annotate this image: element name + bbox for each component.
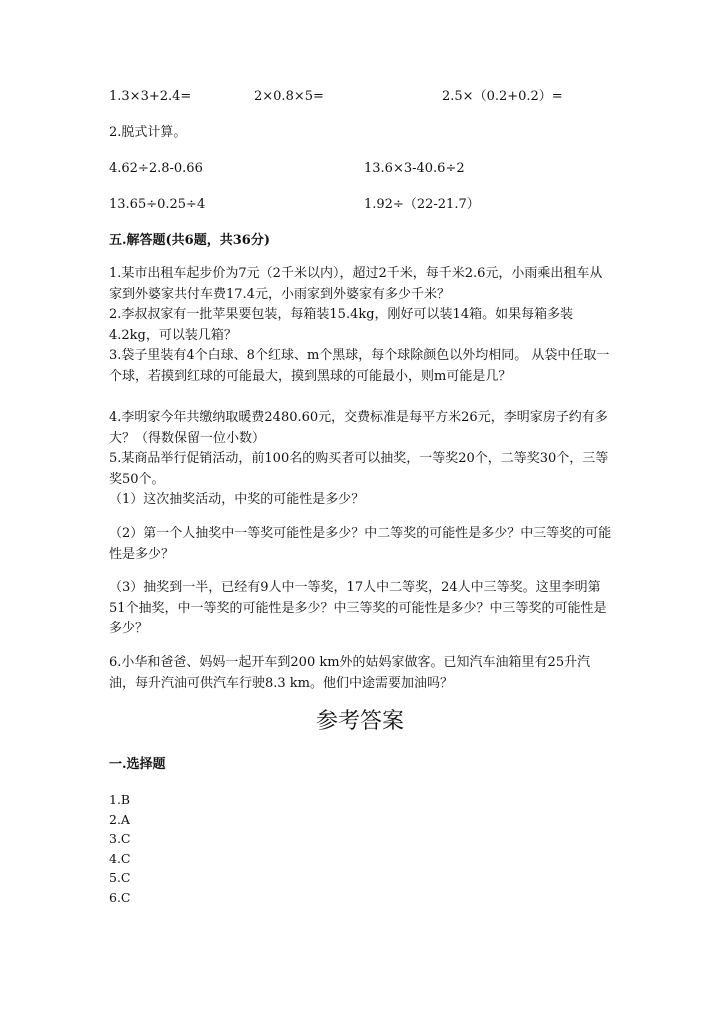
tuoshi-item-2: 13.6×3-40.6÷2 [364, 161, 465, 176]
section5-title: 五.解答题(共6题，共36分) [109, 233, 270, 248]
answers-title: 参考答案 [315, 709, 404, 734]
problem-6: 6.小华和爸爸、妈妈一起开车到200 km外的姑妈家做客。已知汽车油箱里有25升汽油，每升汽油可供汽车行驶8.3 km。他们中途需要加油吗？ [109, 655, 591, 691]
problem-3: 3.袋子里装有4个白球、8个红球、m个黑球，每个球除颜色以外均相同。 从袋中任取一个球，若摸到红球的可能最大，摸到黑球的可能最小，则m可能是几？ [109, 348, 610, 384]
answer-item: 6.C [109, 889, 131, 905]
answer-item: 1.B [109, 792, 131, 807]
answer-item: 4.C [109, 850, 131, 866]
problem-5-question-3: （3）抽奖到一半，已经有9人中一等奖，17人中二等奖，24人中三等奖。这里李明第51个抽奖，中一等奖的可能性是多少？中三等奖的可能性是多少？中三等奖的可能性是多少？ [109, 580, 607, 636]
problem-5-question-1: （1）这次抽奖活动，中奖的可能性是多少？ [109, 492, 365, 507]
problem-1: 1.某市出租车起步价为7元（2千米以内），超过2千米，每千米2.6元，小雨乘出租车从家到外婆家共付车费17.4元，小雨家到外婆家有多少千米？ [109, 266, 603, 302]
answer-item: 3.C [109, 831, 131, 846]
problem-5: 5.某商品举行促销活动，前100名的购买者可以抽奖，一等奖20个，二等奖30个，三等奖50个。 [109, 451, 609, 487]
answers-section-heading: 一.选择题 [109, 757, 166, 772]
calc-item-1: 1.3×3+2.4= [109, 89, 192, 104]
answer-item: 2.A [109, 811, 130, 827]
tuoshi-item-1: 4.62÷2.8-0.66 [109, 161, 203, 176]
problem-2: 2.李叔叔家有一批苹果要包装，每箱装15.4kg，刚好可以装14箱。如果每箱多装4.2kg，可以装几箱？ [109, 307, 574, 343]
answer-item: 5.C [109, 870, 131, 885]
section-heading-tuoshi: 2.脱式计算。 [109, 125, 187, 140]
calc-item-2: 2×0.8×5= [254, 89, 324, 104]
calc-item-3: 2.5×（0.2+0.2）= [442, 89, 563, 104]
answer-list [109, 790, 131, 907]
problem-4: 4.李明家今年共缴纳取暖费2480.60元，交费标准是每平方米26元，李明家房子约有多大？（得数保留一位小数） [109, 410, 608, 446]
tuoshi-item-3: 13.65÷0.25÷4 [109, 197, 206, 212]
problem-5-question-2: （2）第一个人抽奖中一等奖可能性是多少？中二等奖的可能性是多少？中三等奖的可能性是多少？ [109, 526, 612, 562]
tuoshi-item-4: 1.92÷（22-21.7） [364, 197, 480, 212]
